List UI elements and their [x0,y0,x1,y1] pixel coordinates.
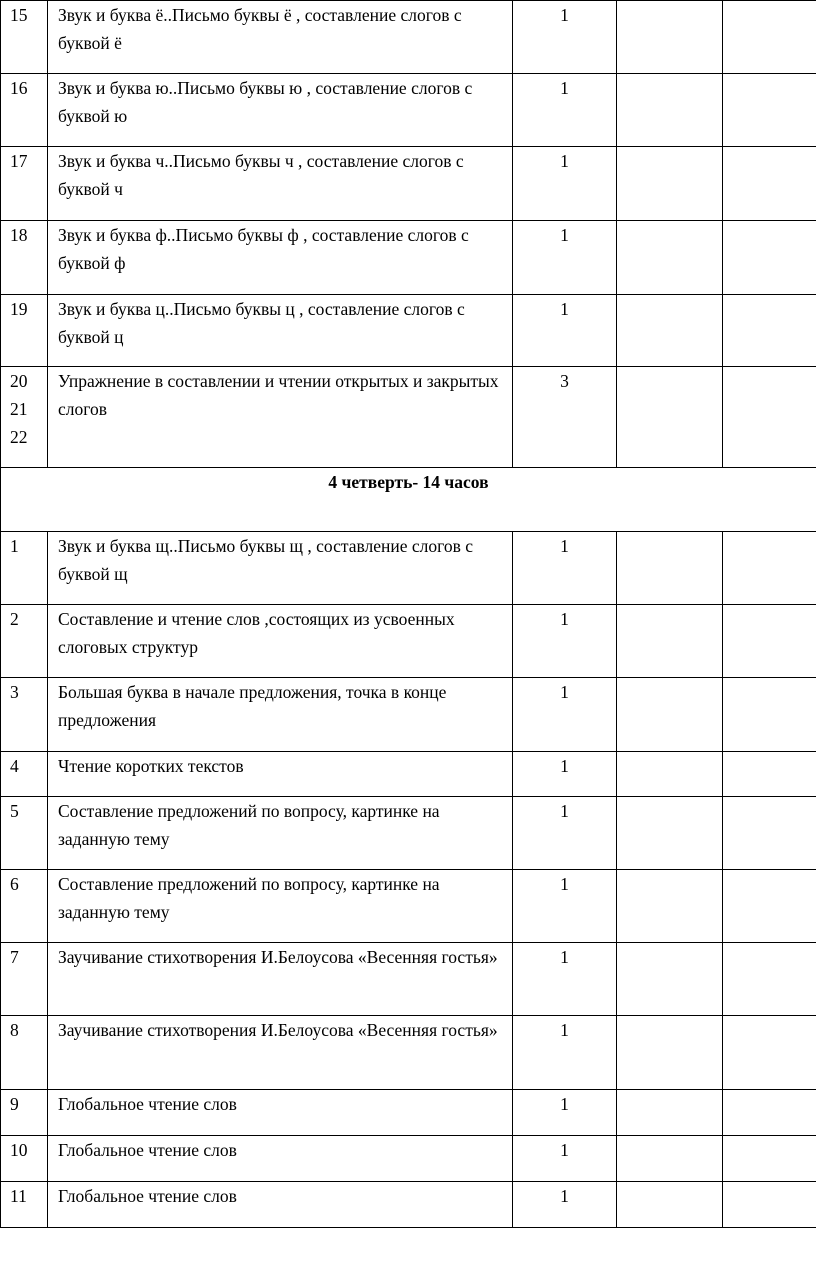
row-number: 3 [1,678,48,752]
planned-date-cell [617,147,723,221]
lesson-topic: Звук и буква щ..Письмо буквы щ , составление слогов с буквой щ [48,532,513,605]
row-number: 18 [1,221,48,295]
planned-date-cell [617,1182,723,1228]
row-number: 6 [1,870,48,943]
actual-date-cell [723,1182,816,1228]
planned-date-cell [617,532,723,605]
lesson-hours: 1 [513,1016,617,1090]
planned-date-cell [617,1,723,74]
actual-date-cell [723,1016,816,1090]
lesson-hours: 1 [513,797,617,870]
table-row [1,532,816,605]
planned-date-cell [617,1090,723,1136]
table-row [1,1136,816,1182]
table-row [1,752,816,797]
actual-date-cell [723,74,816,147]
table-row [1,221,816,295]
planned-date-cell [617,1016,723,1090]
row-number-group [1,367,48,468]
actual-date-cell [723,367,816,468]
lesson-topic: Составление и чтение слов ,состоящих из усвоенных слоговых структур [48,605,513,678]
quarter-heading: 4 четверть- 14 часов [1,468,816,532]
row-number: 11 [1,1182,48,1228]
lesson-topic: Глобальное чтение слов [48,1136,513,1182]
table-row [1,1016,816,1090]
planned-date-cell [617,295,723,367]
lesson-hours: 1 [513,147,617,221]
planned-date-cell [617,752,723,797]
planned-date-cell [617,74,723,147]
lesson-hours: 1 [513,1136,617,1182]
row-number: 5 [1,797,48,870]
lesson-hours: 1 [513,752,617,797]
lesson-topic: Глобальное чтение слов [48,1090,513,1136]
actual-date-cell [723,221,816,295]
planned-date-cell [617,943,723,1016]
table-row [1,74,816,147]
table-row [1,943,816,1016]
row-number: 10 [1,1136,48,1182]
actual-date-cell [723,752,816,797]
planned-date-cell [617,797,723,870]
table-row [1,1182,816,1228]
actual-date-cell [723,295,816,367]
actual-date-cell [723,1136,816,1182]
planned-date-cell [617,367,723,468]
table-row [1,870,816,943]
actual-date-cell [723,605,816,678]
row-number: 8 [1,1016,48,1090]
lesson-topic: Чтение коротких текстов [48,752,513,797]
actual-date-cell [723,147,816,221]
row-number: 15 [1,1,48,74]
lesson-topic: Составление предложений по вопросу, картинке на заданную тему [48,870,513,943]
table-row [1,797,816,870]
lesson-topic: Большая буква в начале предложения, точка в конце предложения [48,678,513,752]
planned-date-cell [617,221,723,295]
lesson-hours: 1 [513,532,617,605]
lesson-topic: Заучивание стихотворения И.Белоусова «Весенняя гостья» [48,1016,513,1090]
lesson-hours: 1 [513,295,617,367]
row-number: 9 [1,1090,48,1136]
planned-date-cell [617,605,723,678]
lesson-hours: 1 [513,943,617,1016]
lesson-hours: 1 [513,1,617,74]
lesson-hours: 3 [513,367,617,468]
lesson-topic: Глобальное чтение слов [48,1182,513,1228]
row-number: 19 [1,295,48,367]
row-number: 17 [1,147,48,221]
actual-date-cell [723,1090,816,1136]
table-row [1,147,816,221]
lesson-hours: 1 [513,221,617,295]
row-number: 20 [10,371,28,391]
row-number: 16 [1,74,48,147]
lesson-topic: Заучивание стихотворения И.Белоусова «Весенняя гостья» [48,943,513,1016]
planned-date-cell [617,678,723,752]
lesson-hours: 1 [513,678,617,752]
row-number: 21 [10,399,28,419]
planned-date-cell [617,1136,723,1182]
quarter-heading-row [1,468,816,532]
actual-date-cell [723,943,816,1016]
actual-date-cell [723,532,816,605]
lesson-hours: 1 [513,1182,617,1228]
table-row [1,367,816,468]
lesson-hours: 1 [513,605,617,678]
row-number: 4 [1,752,48,797]
actual-date-cell [723,797,816,870]
actual-date-cell [723,678,816,752]
row-number: 1 [1,532,48,605]
actual-date-cell [723,870,816,943]
table-row [1,1090,816,1136]
row-number: 22 [10,427,28,447]
lesson-topic: Упражнение в составлении и чтении открытых и закрытых слогов [48,367,513,468]
row-number: 7 [1,943,48,1016]
lesson-topic: Звук и буква ё..Письмо буквы ё , составление слогов с буквой ё [48,1,513,74]
lesson-hours: 1 [513,1090,617,1136]
lesson-topic: Звук и буква ю..Письмо буквы ю , составление слогов с буквой ю [48,74,513,147]
table-row [1,678,816,752]
lesson-topic: Звук и буква ф..Письмо буквы ф , составление слогов с буквой ф [48,221,513,295]
table-row [1,295,816,367]
lesson-topic: Звук и буква ц..Письмо буквы ц , составление слогов с буквой ц [48,295,513,367]
lesson-hours: 1 [513,74,617,147]
lesson-topic: Звук и буква ч..Письмо буквы ч , составление слогов с буквой ч [48,147,513,221]
planned-date-cell [617,870,723,943]
lesson-hours: 1 [513,870,617,943]
row-number: 2 [1,605,48,678]
actual-date-cell [723,1,816,74]
table-row [1,1,816,74]
lesson-topic: Составление предложений по вопросу, картинке на заданную тему [48,797,513,870]
table-row [1,605,816,678]
